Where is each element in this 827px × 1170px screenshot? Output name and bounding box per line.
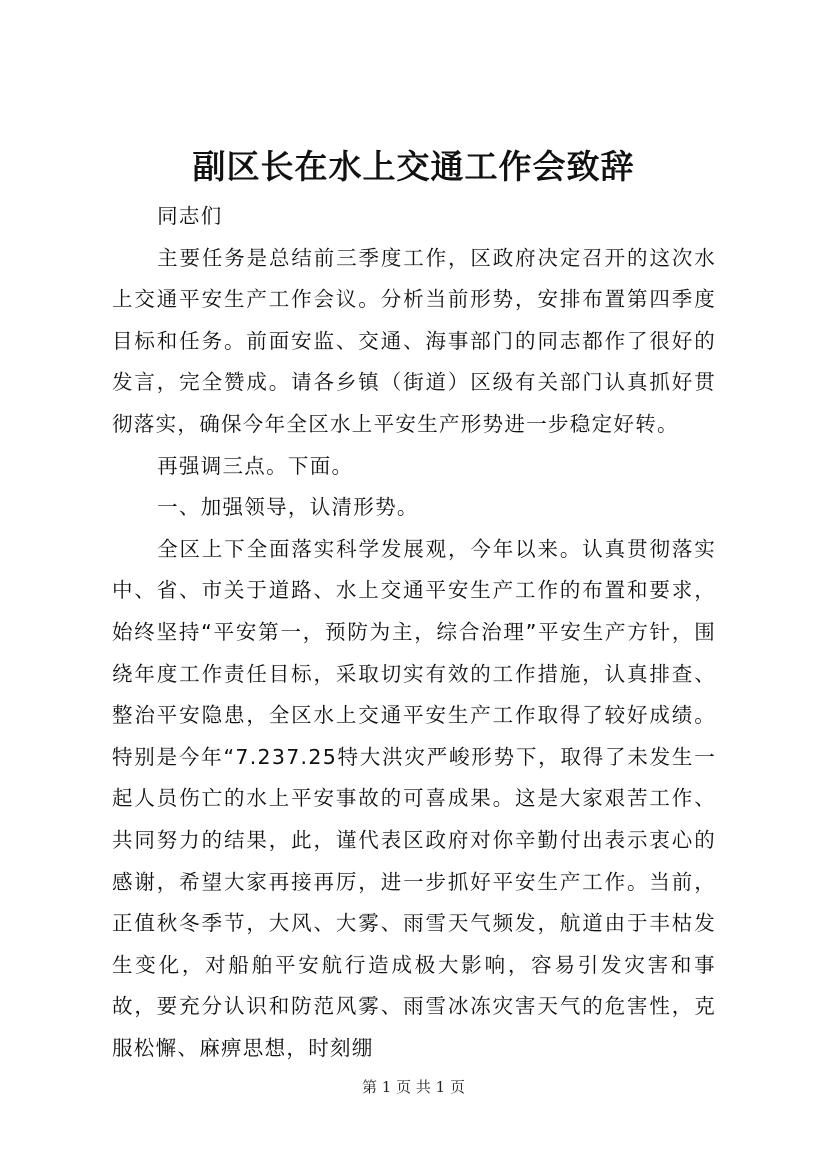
- section-heading-paragraph: 一、加强领导，认清形势。: [157, 495, 419, 520]
- body-paragraph: 全区上下全面落实科学发展观，今年以来。认真贯彻落实中、省、市关于道路、水上交通平安生产工作的布置和要求，始终坚持“平安第一，预防为主，综合治理”平安生产方针，围绕年度工作责任目标，采取切实有效的工作措施，认真排查、整治平安隐患，全区水上交通平安生产工作取得了较好成绩。特别是今年“7.237.25特大洪灾严峻形势下，取得了未发生一起人员伤亡的水上平安事故的可喜成果。这是大家艰苦工作、共同努力的结果，此，谨代表区政府对你辛勤付出表示衷心的感谢，希望大家再接再厉，进一步抓好平安生产工作。当前，正值秋冬季节，大风、大雾、雨雪天气频发，航道由于丰枯发生变化，对船舶平安航行造成极大影响，容易引发灾害和事故，要充分认识和防范风雾、雨雪冰冻灾害天气的危害性，克服松懈、麻痹思想，时刻绷: [112, 536, 716, 1060]
- salutation-paragraph: 同志们: [157, 204, 223, 228]
- document-title: 副区长在水上交通工作会致辞: [192, 147, 635, 186]
- body-paragraph: 再强调三点。下面。: [157, 453, 354, 478]
- page-number-footer: 第 1 页 共 1 页: [362, 1078, 465, 1096]
- document-body: [112, 196, 716, 1069]
- body-paragraph: 主要任务是总结前三季度工作，区政府决定召开的这次水上交通平安生产工作会议。分析当前形势，安排布置第四季度目标和任务。前面安监、交通、海事部门的同志都作了很好的发言，完全赞成。请各乡镇（街道）区级有关部门认真抓好贯彻落实，确保今年全区水上平安生产形势进一步稳定好转。: [112, 245, 716, 436]
